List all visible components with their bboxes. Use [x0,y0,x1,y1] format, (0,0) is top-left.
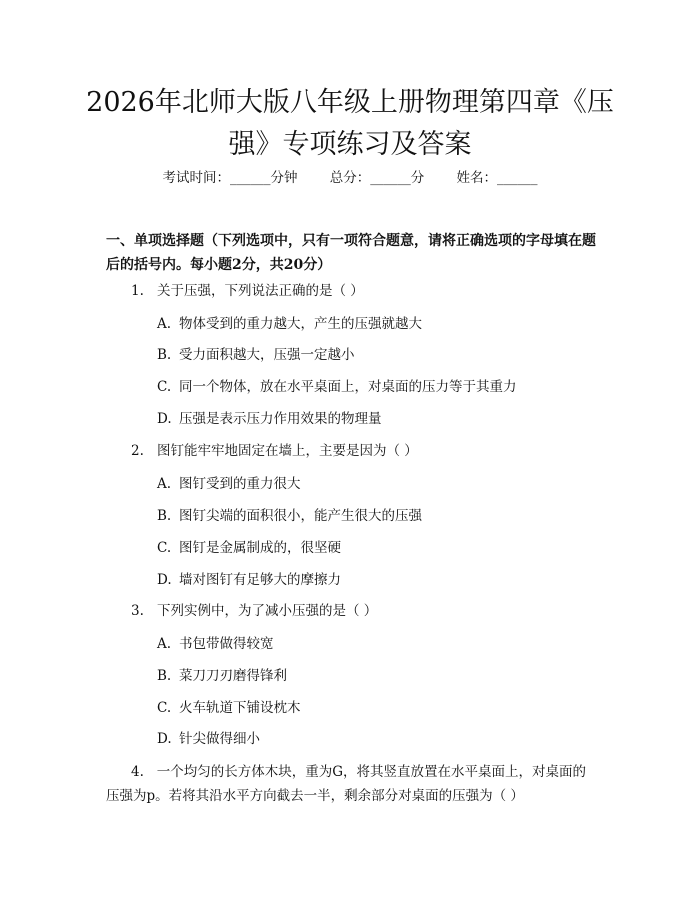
question-3 [131,601,377,621]
option-1b: B. 受力面积越大，压强一定越小 [157,347,355,363]
question-4 [106,760,598,808]
total-score: 总分：______分 [329,170,425,186]
student-name: 姓名：______ [456,170,538,186]
option-3c: C. 火车轨道下铺设枕木 [157,700,301,716]
question-number: 4. [131,764,144,780]
option-2b: B. 图钉尖端的面积很小，能产生很大的压强 [157,508,422,524]
section-heading: 一、单项选择题（下列选项中，只有一项符合题意，请将正确选项的字母填在题后的括号内。每小题2分，共20分） [106,233,596,273]
option-2d: D. 墙对图钉有足够大的摩擦力 [157,572,341,588]
question-1 [131,281,364,301]
option-3b: B. 菜刀刀刃磨得锋利 [157,668,287,684]
option-1c: C. 同一个物体，放在水平桌面上，对桌面的压力等于其重力 [157,379,517,395]
document-title: 2026年北师大版八年级上册物理第四章《压强》专项练习及答案 [86,87,614,160]
question-text: 关于压强，下列说法正确的是（ ） [157,283,364,299]
question-number: 1. [131,283,144,299]
exam-info [0,168,700,188]
option-1d: D. 压强是表示压力作用效果的物理量 [157,411,382,427]
option-1a: A. 物体受到的重力越大，产生的压强就越大 [157,316,422,332]
option-3a: A. 书包带做得较宽 [157,636,274,652]
question-text: 一个均匀的长方体木块，重为G，将其竖直放置在水平桌面上，对桌面的压强为p。若将其沿水平方向截去一半，剩余部分对桌面的压强为（ ） [106,764,587,804]
question-text: 下列实例中，为了减小压强的是（ ） [157,603,378,619]
question-number: 2. [131,443,144,459]
question-text: 图钉能牢牢地固定在墙上，主要是因为（ ） [157,443,418,459]
option-3d: D. 针尖做得细小 [157,731,260,747]
exam-time: 考试时间：______分钟 [162,170,298,186]
option-2c: C. 图钉是金属制成的，很坚硬 [157,540,341,556]
option-2a: A. 图钉受到的重力很大 [157,476,301,492]
question-2 [131,441,418,461]
question-number: 3. [131,603,144,619]
